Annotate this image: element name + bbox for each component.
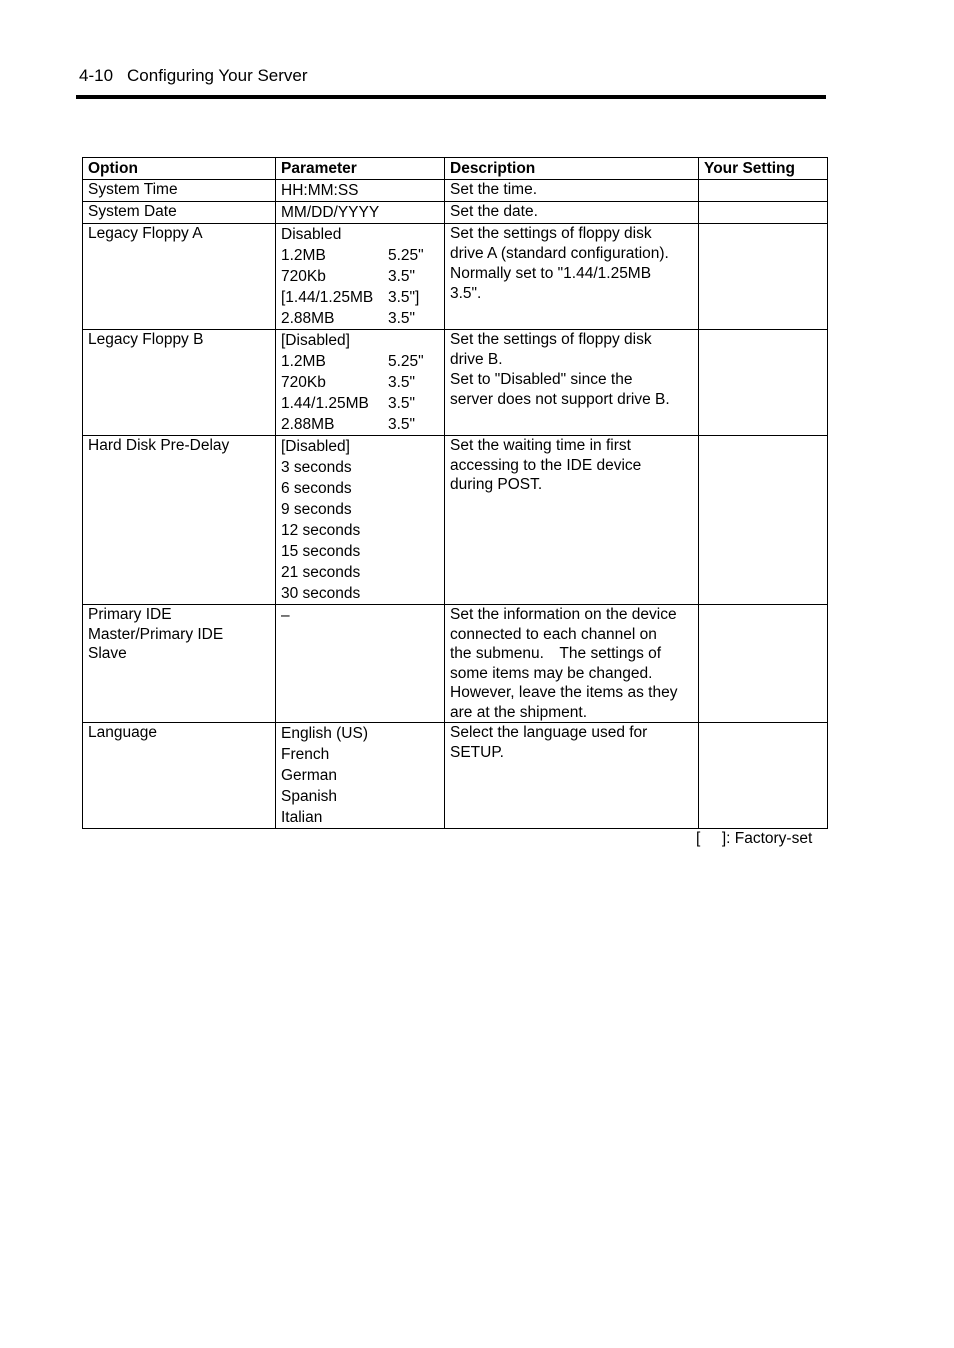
parameter-main: Spanish bbox=[281, 788, 338, 805]
option-text: Master/Primary IDE bbox=[88, 625, 224, 643]
description-line: drive A (standard configuration). bbox=[450, 244, 669, 262]
parameter-main: Italian bbox=[281, 809, 323, 826]
description-line: Set the time. bbox=[450, 181, 538, 198]
parameter-main: MM/DD/YYYY bbox=[281, 204, 380, 221]
option-text: Primary IDE bbox=[88, 606, 172, 623]
description-line: However, leave the items as they bbox=[450, 684, 678, 701]
description-line: accessing to the IDE device bbox=[450, 456, 642, 474]
your-setting-cell[interactable] bbox=[699, 330, 828, 436]
table-header-row bbox=[83, 158, 828, 180]
parameter-main: German bbox=[281, 767, 337, 784]
parameter-value bbox=[281, 414, 440, 435]
description-cell bbox=[445, 330, 699, 436]
option-text: System Time bbox=[88, 181, 178, 198]
table-row bbox=[83, 224, 828, 330]
option-cell bbox=[83, 330, 276, 436]
description-line: server does not support drive B. bbox=[450, 390, 670, 408]
description-line: drive B. bbox=[450, 350, 503, 368]
parameter-value bbox=[281, 605, 440, 626]
description-cell bbox=[445, 180, 699, 202]
parameter-main: French bbox=[281, 746, 330, 763]
parameter-main: HH:MM:SS bbox=[281, 182, 359, 199]
parameter-main: – bbox=[281, 607, 290, 624]
parameter-main: 9 seconds bbox=[281, 501, 352, 518]
parameter-value bbox=[281, 393, 440, 414]
parameter-value bbox=[281, 202, 440, 223]
parameter-value bbox=[281, 583, 440, 604]
parameter-cell bbox=[276, 723, 445, 829]
parameter-value bbox=[281, 330, 440, 351]
parameter-cell bbox=[276, 224, 445, 330]
parameter-main: 2.88MB bbox=[281, 416, 335, 433]
parameter-form-factor: 3.5" bbox=[388, 268, 416, 285]
table-row bbox=[83, 202, 828, 224]
description-cell bbox=[445, 224, 699, 330]
description-line: during POST. bbox=[450, 476, 543, 493]
description-line: Set to "Disabled" since the bbox=[450, 371, 633, 388]
your-setting-cell[interactable] bbox=[699, 202, 828, 224]
column-header-your-setting: Your Setting bbox=[699, 158, 828, 180]
parameter-value bbox=[281, 744, 440, 765]
description-paragraph bbox=[450, 436, 694, 495]
description-line: Set the settings of floppy disk bbox=[450, 225, 652, 242]
description-paragraph bbox=[450, 180, 694, 200]
parameter-main: 15 seconds bbox=[281, 543, 361, 560]
description-paragraph bbox=[450, 330, 694, 369]
parameter-main: [Disabled] bbox=[281, 438, 350, 455]
option-cell bbox=[83, 605, 276, 723]
parameter-main: 12 seconds bbox=[281, 522, 361, 539]
parameter-form-factor: 3.5" bbox=[388, 395, 416, 412]
description-line: SETUP. bbox=[450, 743, 504, 761]
parameter-value bbox=[281, 499, 440, 520]
parameter-cell bbox=[276, 605, 445, 723]
parameter-main: 6 seconds bbox=[281, 480, 352, 497]
option-text: Slave bbox=[88, 645, 127, 662]
description-cell bbox=[445, 202, 699, 224]
description-cell bbox=[445, 436, 699, 605]
your-setting-cell[interactable] bbox=[699, 436, 828, 605]
table-row bbox=[83, 436, 828, 605]
parameter-value bbox=[281, 541, 440, 562]
parameter-form-factor: 5.25" bbox=[388, 353, 424, 370]
parameter-main: 720Kb bbox=[281, 374, 326, 391]
description-paragraph bbox=[450, 605, 694, 722]
parameter-main: 1.2MB bbox=[281, 247, 326, 264]
option-cell bbox=[83, 224, 276, 330]
parameter-form-factor: 3.5" bbox=[388, 374, 416, 391]
description-paragraph bbox=[450, 723, 694, 762]
description-paragraph bbox=[450, 224, 694, 263]
description-paragraph bbox=[450, 370, 694, 409]
parameter-value bbox=[281, 765, 440, 786]
column-header-parameter: Parameter bbox=[276, 158, 445, 180]
option-text: System Date bbox=[88, 203, 177, 220]
parameter-cell bbox=[276, 180, 445, 202]
column-header-description: Description bbox=[445, 158, 699, 180]
page-header bbox=[79, 66, 308, 86]
description-cell bbox=[445, 723, 699, 829]
table-body bbox=[83, 180, 828, 829]
parameter-value bbox=[281, 224, 440, 245]
your-setting-cell[interactable] bbox=[699, 224, 828, 330]
parameter-main: 1.44/1.25MB bbox=[281, 395, 369, 412]
table-row bbox=[83, 180, 828, 202]
option-text: Legacy Floppy B bbox=[88, 331, 204, 348]
parameter-form-factor: 5.25" bbox=[388, 247, 424, 264]
header-rule bbox=[76, 95, 826, 99]
parameter-main: Disabled bbox=[281, 226, 342, 243]
parameter-main: 21 seconds bbox=[281, 564, 361, 581]
description-line: Set the settings of floppy disk bbox=[450, 331, 652, 348]
table-row bbox=[83, 605, 828, 723]
parameter-main: 3 seconds bbox=[281, 459, 352, 476]
option-cell bbox=[83, 202, 276, 224]
parameter-value bbox=[281, 520, 440, 541]
parameter-value bbox=[281, 786, 440, 807]
parameter-main: 720Kb bbox=[281, 268, 326, 285]
parameter-value bbox=[281, 562, 440, 583]
section-number: 4-10 bbox=[79, 66, 114, 85]
parameter-value bbox=[281, 457, 440, 478]
description-line: Set the information on the device bbox=[450, 606, 677, 623]
parameter-form-factor: 3.5" bbox=[388, 416, 416, 433]
parameter-main: English (US) bbox=[281, 725, 368, 742]
parameter-main: 2.88MB bbox=[281, 310, 335, 327]
parameter-value bbox=[281, 436, 440, 457]
parameter-value bbox=[281, 180, 440, 201]
settings-table bbox=[82, 157, 828, 829]
table-row bbox=[83, 723, 828, 829]
parameter-value bbox=[281, 807, 440, 828]
description-paragraph bbox=[450, 264, 694, 303]
page-title: Configuring Your Server bbox=[127, 66, 308, 85]
parameter-cell bbox=[276, 330, 445, 436]
option-cell bbox=[83, 180, 276, 202]
parameter-form-factor: 3.5" bbox=[388, 310, 416, 327]
description-line: are at the shipment. bbox=[450, 703, 587, 721]
parameter-main: [Disabled] bbox=[281, 332, 350, 349]
table-row bbox=[83, 330, 828, 436]
parameter-cell bbox=[276, 202, 445, 224]
description-line: Set the waiting time in first bbox=[450, 437, 631, 454]
column-header-option: Option bbox=[83, 158, 276, 180]
your-setting-cell[interactable] bbox=[699, 605, 828, 723]
description-line: the submenu. The settings of bbox=[450, 645, 662, 662]
option-cell bbox=[83, 436, 276, 605]
parameter-value bbox=[281, 478, 440, 499]
description-line: some items may be changed. bbox=[450, 664, 653, 682]
option-cell bbox=[83, 723, 276, 829]
your-setting-cell[interactable] bbox=[699, 180, 828, 202]
description-line: Select the language used for bbox=[450, 724, 648, 741]
parameter-value bbox=[281, 245, 440, 266]
parameter-form-factor: 3.5"] bbox=[388, 289, 420, 306]
parameter-main: 30 seconds bbox=[281, 585, 361, 602]
option-text: Hard Disk Pre-Delay bbox=[88, 437, 230, 454]
parameter-value bbox=[281, 372, 440, 393]
option-text: Legacy Floppy A bbox=[88, 225, 203, 242]
option-text: Language bbox=[88, 724, 157, 741]
description-line: Set the date. bbox=[450, 203, 538, 220]
your-setting-cell[interactable] bbox=[699, 723, 828, 829]
factory-set-note: [ ]: Factory-set bbox=[696, 830, 813, 847]
description-line: connected to each channel on bbox=[450, 625, 657, 643]
parameter-value bbox=[281, 308, 440, 329]
description-cell bbox=[445, 605, 699, 723]
parameter-value bbox=[281, 351, 440, 372]
parameter-value bbox=[281, 723, 440, 744]
parameter-main: [1.44/1.25MB bbox=[281, 289, 374, 306]
parameter-cell bbox=[276, 436, 445, 605]
description-paragraph bbox=[450, 202, 694, 222]
description-line: Normally set to "1.44/1.25MB bbox=[450, 265, 652, 282]
parameter-main: 1.2MB bbox=[281, 353, 326, 370]
parameter-value bbox=[281, 287, 440, 308]
parameter-value bbox=[281, 266, 440, 287]
description-line: 3.5". bbox=[450, 284, 482, 302]
